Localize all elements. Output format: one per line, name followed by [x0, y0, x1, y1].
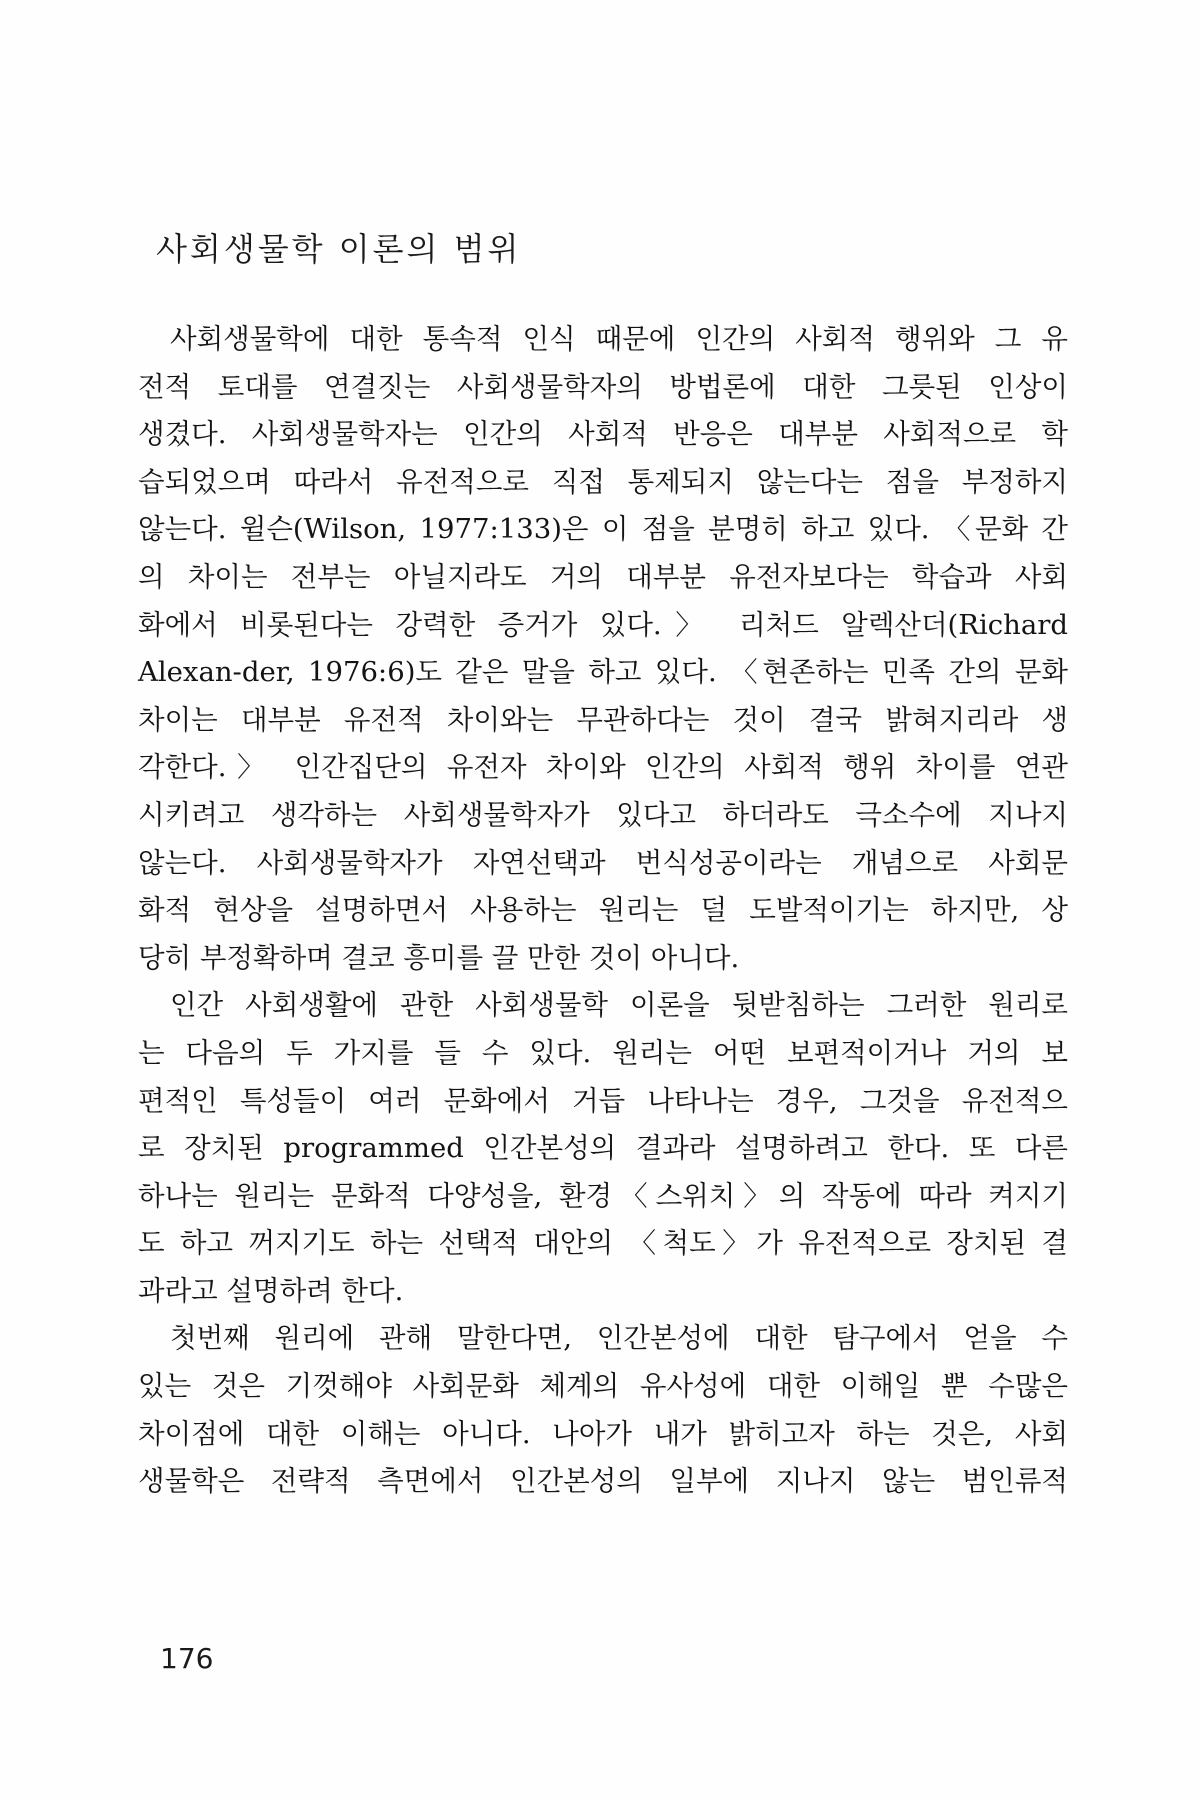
text-line: 화적 현상을 설명하면서 사용하는 원리는 덜 도발적이기는 하지만, 상 [138, 894, 1068, 927]
text-line: 차이는 대부분 유전적 차이와는 무관하다는 것이 결국 밝혀지리라 생 [138, 703, 1068, 736]
page-number: 176 [160, 1642, 214, 1675]
text-line: 로 장치된 programmed 인간본성의 결과라 설명하려고 한다. 또 다른 [138, 1132, 1068, 1165]
text-line: Alexan-der, 1976:6)도 같은 말을 하고 있다. 〈현존하는 민족 간의 문화 [138, 656, 1068, 689]
text-line: 사회생물학에 대한 통속적 인식 때문에 인간의 사회적 행위와 그 유 [170, 323, 1068, 355]
text-line: 당히 부정확하며 결코 흥미를 끌 만한 것이 아니다. [138, 941, 740, 974]
text-line: 의 차이는 전부는 아닐지라도 거의 대부분 유전자보다는 학습과 사회 [138, 560, 1068, 593]
text-line: 않는다. 윌슨(Wilson, 1977:133)은 이 점을 분명히 하고 있다. 〈문화 간 [138, 513, 1068, 546]
text-line: 차이점에 대한 이해는 아니다. 나아가 내가 밝히고자 하는 것은, 사회 [138, 1417, 1068, 1450]
text-line: 생물학은 전략적 측면에서 인간본성의 일부에 지나지 않는 범인류적 [138, 1465, 1068, 1498]
text-line: 전적 토대를 연결짓는 사회생물학자의 방법론에 대한 그릇된 인상이 [138, 370, 1068, 403]
text-line: 생겼다. 사회생물학자는 인간의 사회적 반응은 대부분 사회적으로 학 [138, 418, 1068, 451]
text-line: 있는 것은 기껏해야 사회문화 체계의 유사성에 대한 이해일 뿐 수많은 [138, 1370, 1068, 1403]
text-line: 시키려고 생각하는 사회생물학자가 있다고 하더라도 극소수에 지나지 [138, 798, 1068, 831]
text-line: 화에서 비롯된다는 강력한 증거가 있다.〉 리처드 알렉산더(Richard [138, 608, 1068, 641]
text-line: 않는다. 사회생물학자가 자연선택과 번식성공이라는 개념으로 사회문 [138, 846, 1068, 879]
text-line: 과라고 설명하려 한다. [138, 1274, 404, 1307]
section-title: 사회생물학 이론의 범위 [156, 230, 522, 268]
text-line: 도 하고 꺼지기도 하는 선택적 대안의 〈척도〉가 유전적으로 장치된 결 [138, 1227, 1068, 1260]
body-text [138, 316, 1068, 1506]
text-line: 편적인 특성들이 여러 문화에서 거듭 나타나는 경우, 그것을 유전적으 [138, 1084, 1068, 1117]
text-line: 하나는 원리는 문화적 다양성을, 환경〈스위치〉의 작동에 따라 켜지기 [138, 1179, 1068, 1212]
text-line: 인간 사회생활에 관한 사회생물학 이론을 뒷받침하는 그러한 원리로 [170, 989, 1068, 1022]
text-line: 각한다.〉 인간집단의 유전자 차이와 인간의 사회적 행위 차이를 연관 [138, 751, 1068, 784]
text-line: 습되었으며 따라서 유전적으로 직접 통제되지 않는다는 점을 부정하지 [138, 465, 1068, 498]
text-line: 는 다음의 두 가지를 들 수 있다. 원리는 어떤 보편적이거나 거의 보 [138, 1036, 1068, 1069]
text-line: 첫번째 원리에 관해 말한다면, 인간본성에 대한 탐구에서 얻을 수 [170, 1322, 1068, 1355]
